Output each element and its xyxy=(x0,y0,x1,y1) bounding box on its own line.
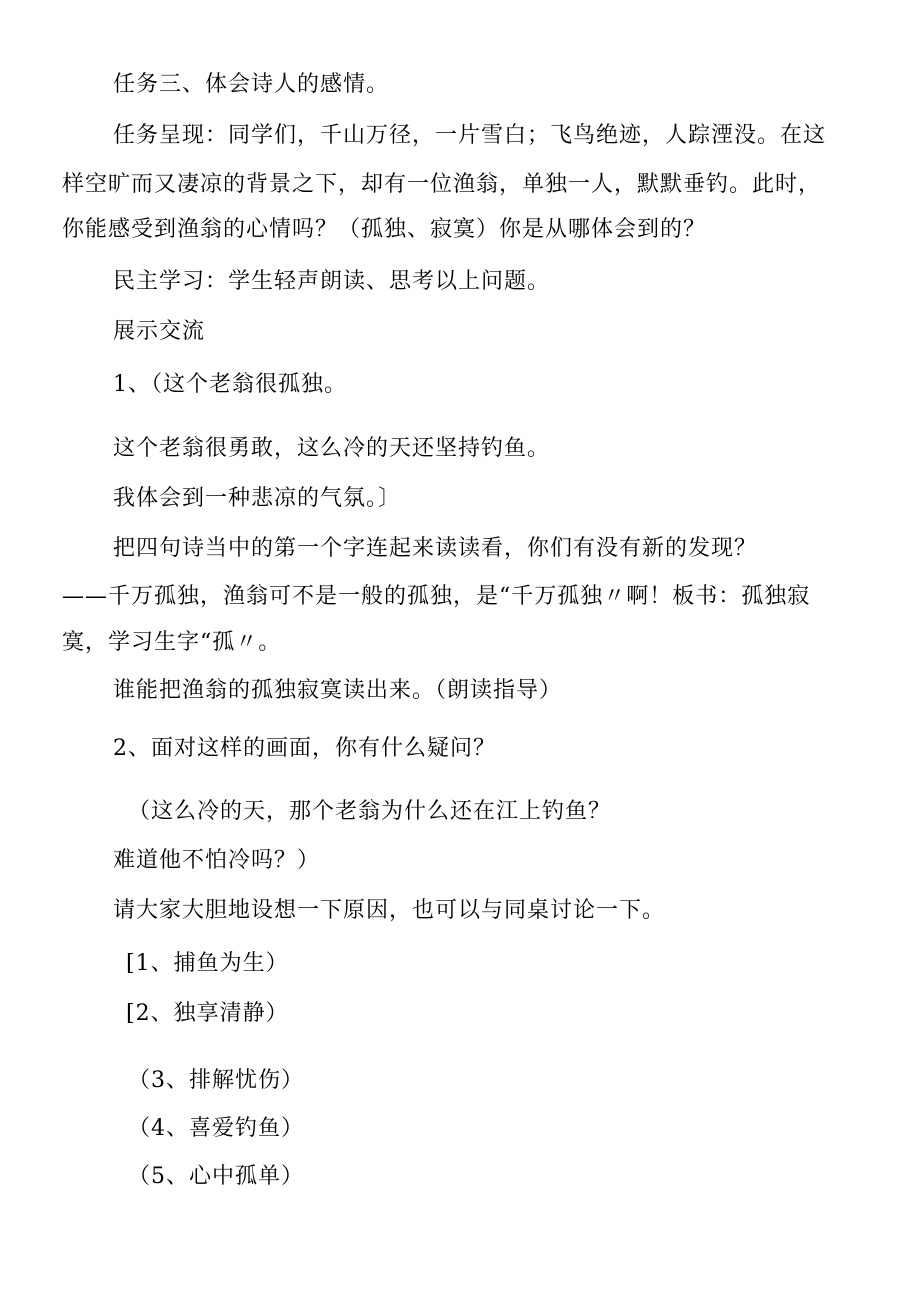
answer-line: 1、（这个老翁很孤独。 xyxy=(113,372,347,397)
list-item: [2、独享清静） xyxy=(126,1001,289,1026)
section-heading-task3: 任务三、体会诗人的感情。 xyxy=(113,72,390,97)
answer-line: 这个老翁很勇敢，这么冷的天还坚持钓鱼。 xyxy=(113,436,551,461)
list-item: （3、排解忧伤） xyxy=(128,1068,304,1093)
paragraph-line: 样空旷而又凄凉的背景之下，却有一位渔翁，单独一人，默默垂钓。此时， xyxy=(62,172,822,197)
paragraph-line: 展示交流 xyxy=(113,319,206,344)
paragraph-line: 把四句诗当中的第一个字连起来读读看，你们有没有新的发现？ xyxy=(113,536,758,561)
list-item: [1、捕鱼为生） xyxy=(126,951,289,976)
paragraph-line: 任务呈现：同学们，千山万径，一片雪白；飞鸟绝迹，人踪湮没。在这 xyxy=(113,123,827,148)
answer-line: 难道他不怕冷吗？） xyxy=(113,848,321,873)
paragraph-line: 2、面对这样的画面，你有什么疑问？ xyxy=(113,736,496,761)
paragraph-line: 谁能把渔翁的孤独寂寞读出来。（朗读指导） xyxy=(113,678,563,703)
answer-line: （这么冷的天，那个老翁为什么还在江上钓鱼？ xyxy=(128,799,612,824)
paragraph-line: ——千万孤独，渔翁可不是一般的孤独，是“千万孤独〃啊！板书：孤独寂 xyxy=(62,584,811,609)
paragraph-line: 寞，学习生字“孤〃。 xyxy=(62,630,282,655)
list-item: （5、心中孤单） xyxy=(128,1164,304,1189)
paragraph-line: 请大家大胆地设想一下原因，也可以与同桌讨论一下。 xyxy=(113,898,666,923)
paragraph-line: 民主学习：学生轻声朗读、思考以上问题。 xyxy=(113,269,551,294)
paragraph-line: 你能感受到渔翁的心情吗？（孤独、寂寞）你是从哪体会到的？ xyxy=(62,217,707,242)
list-item: （4、喜爱钓鱼） xyxy=(128,1116,304,1141)
answer-line: 我体会到一种悲凉的气氛。〕 xyxy=(113,486,402,511)
